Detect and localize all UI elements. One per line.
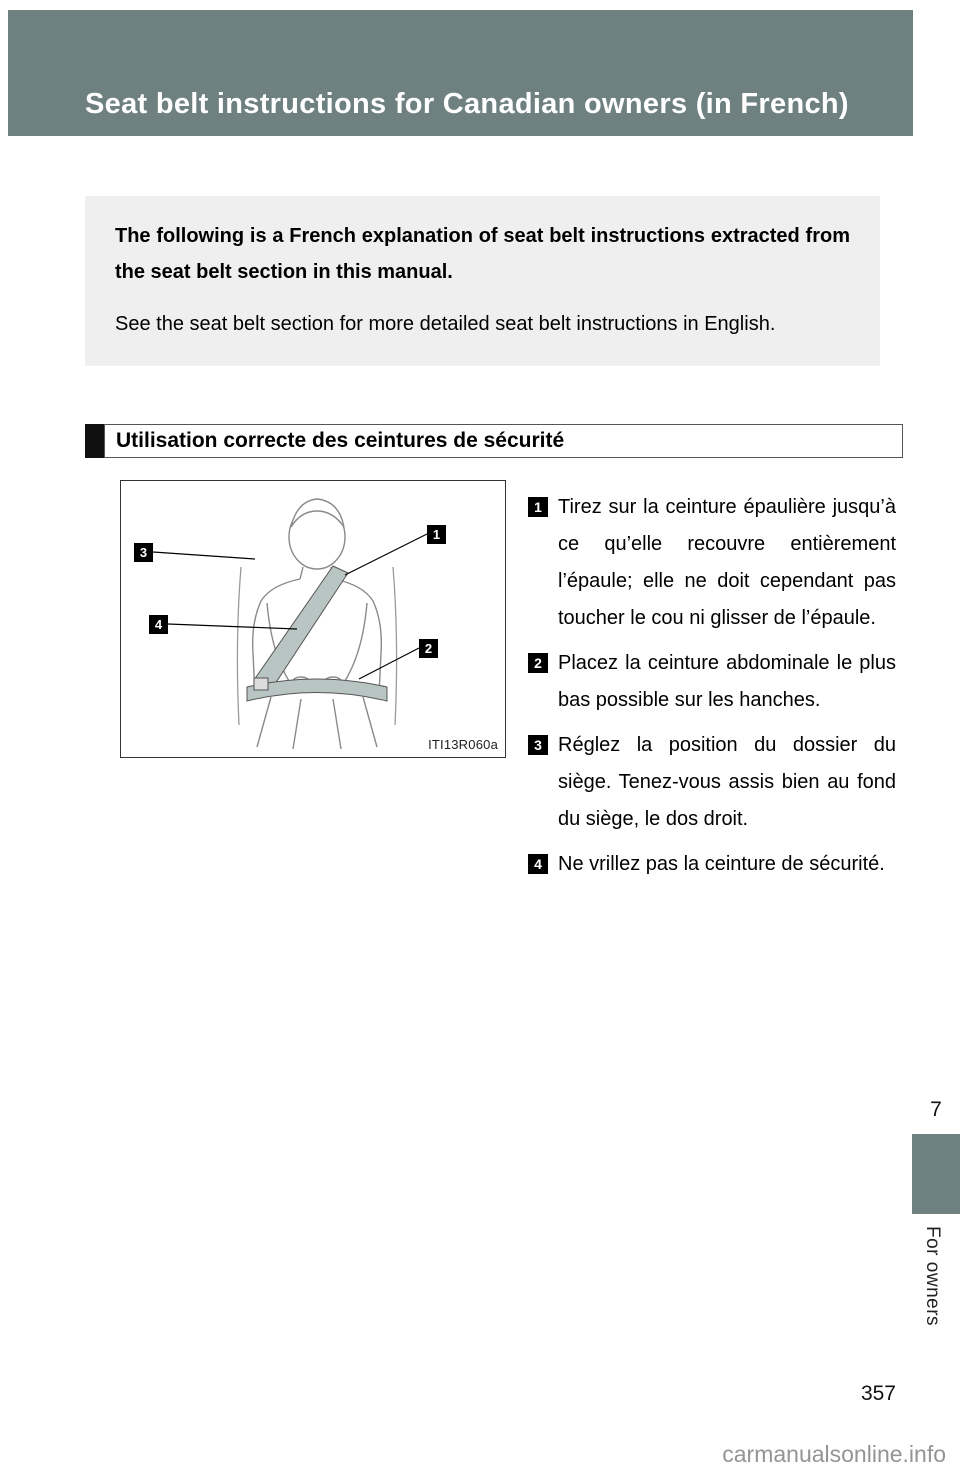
chapter-number: 7 — [930, 1098, 942, 1121]
notice-box — [85, 196, 880, 366]
page-number: 357 — [860, 1382, 896, 1405]
chapter-tab-block — [912, 1134, 960, 1214]
section-header — [85, 424, 903, 458]
callout-3 — [134, 543, 153, 562]
callout-1 — [427, 525, 446, 544]
instruction-3-badge: 3 — [528, 735, 548, 755]
instruction-1-text: Tirez sur la ceinture épaulière jusqu’à ce qu’elle recouvre entièrement l’épaule; elle ne doit cependant pas toucher le cou ni glisser de l’épaule. — [558, 496, 896, 629]
shoulder-belt — [254, 566, 348, 687]
person-figure — [253, 499, 382, 749]
callout-2 — [419, 639, 438, 658]
instruction-item-4 — [528, 846, 896, 883]
seat-belt-figure — [120, 480, 506, 758]
instruction-4-text: Ne vrillez pas la ceinture de sécurité. — [558, 853, 885, 875]
instruction-3-text: Réglez la position du dossier du siège. Tenez-vous assis bien au fond du siège, le dos droit. — [558, 734, 896, 830]
instruction-4-badge: 4 — [528, 854, 548, 874]
instruction-item-3 — [528, 727, 896, 838]
instruction-2-badge: 2 — [528, 653, 548, 673]
instruction-2-text: Placez la ceinture abdominale le plus bas possible sur les hanches. — [558, 652, 896, 711]
callout-1-number: 1 — [432, 527, 441, 542]
chapter-header-band — [8, 10, 913, 136]
instruction-list — [528, 489, 896, 891]
figure-caption: ITI13R060a — [428, 737, 498, 752]
belt-buckle — [254, 678, 268, 690]
instruction-1-badge: 1 — [528, 497, 548, 517]
notice-bold-text: The following is a French explanation of seat belt instructions extracted from the seat belt section in this manual. — [115, 225, 850, 283]
page-title: Seat belt instructions for Canadian owners (in French) — [85, 88, 849, 120]
seat-belt-illustration — [121, 481, 505, 757]
callout-3-number: 3 — [139, 545, 148, 560]
chapter-tab-label: For owners — [922, 1226, 943, 1327]
instruction-item-2 — [528, 645, 896, 719]
callout-4-number: 4 — [154, 617, 163, 632]
notice-regular-text: See the seat belt section for more detailed seat belt instructions in English. — [115, 313, 776, 335]
callout-2-number: 2 — [424, 641, 433, 656]
callout-4 — [149, 615, 168, 634]
section-title-box — [104, 424, 903, 458]
section-marker-square — [85, 424, 104, 458]
section-title: Utilisation correcte des ceintures de sécurité — [116, 429, 565, 452]
watermark-text: carmanualsonline.info — [722, 1441, 946, 1467]
instruction-item-1 — [528, 489, 896, 637]
